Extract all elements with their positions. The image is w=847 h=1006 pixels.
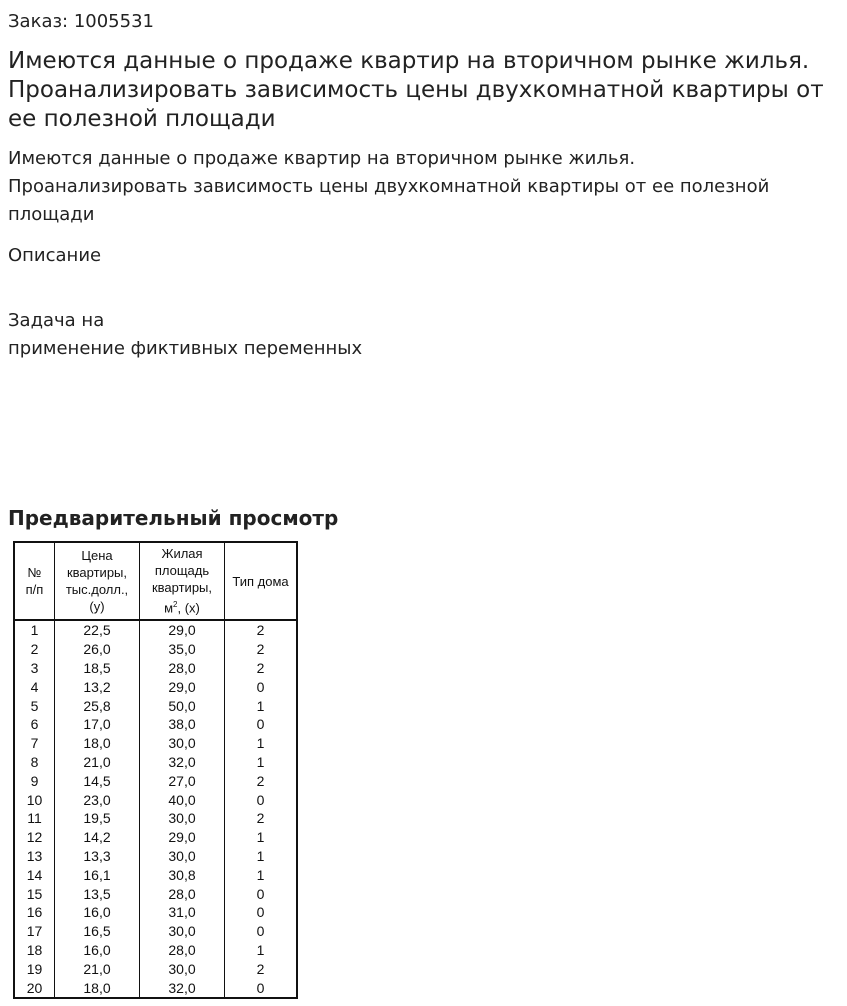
header-area-unit: м [164, 600, 174, 616]
table-row [14, 978, 297, 998]
cell-num: 9 [14, 771, 55, 790]
table-row [14, 677, 297, 696]
cell-num: 10 [14, 790, 55, 809]
cell-type: 0 [256, 791, 265, 808]
preview-image [13, 541, 298, 999]
header-area-line: площадь [154, 563, 210, 579]
table-row [14, 659, 297, 678]
cell-price: 13,2 [55, 677, 140, 696]
table-row [14, 959, 297, 978]
cell-price: 13,3 [55, 847, 140, 866]
cell-area: 29,0 [140, 677, 225, 696]
description-line-1: Имеются данные о продаже квартир на вторичном рынке жилья. [8, 148, 636, 169]
cell-type: 2 [256, 622, 265, 639]
table-row [14, 941, 297, 960]
table-row [14, 620, 297, 640]
cell-num: 1 [14, 620, 55, 640]
cell-price: 16,0 [55, 903, 140, 922]
cell-num: 18 [14, 941, 55, 960]
header-price [55, 542, 140, 620]
table-row [14, 753, 297, 772]
data-table [13, 541, 298, 999]
cell-num: 17 [14, 922, 55, 941]
description-text [8, 145, 838, 229]
cell-area: 30,8 [140, 865, 225, 884]
header-num [14, 542, 55, 620]
table-body [14, 620, 297, 998]
cell-price: 18,0 [55, 734, 140, 753]
cell-type: 1 [256, 753, 265, 770]
cell-area: 35,0 [140, 640, 225, 659]
cell-num: 5 [14, 696, 55, 715]
cell-num: 16 [14, 903, 55, 922]
page-title: Имеются данные о продаже квартир на вторичном рынке жилья. Проанализировать зависимость цены двухкомнатной квартиры от ее полезной площади [8, 48, 824, 132]
header-area-tail: , (x) [177, 600, 200, 616]
cell-num: 19 [14, 959, 55, 978]
cell-type: 0 [256, 678, 265, 695]
header-num-line: № [27, 565, 42, 580]
cell-type: 2 [256, 659, 265, 676]
cell-num: 6 [14, 715, 55, 734]
table-row [14, 790, 297, 809]
table-row [14, 922, 297, 941]
description-line-2: Проанализировать зависимость цены двухкомнатной квартиры от ее полезной [8, 176, 770, 197]
task-text [8, 307, 362, 363]
cell-price: 14,5 [55, 771, 140, 790]
cell-type: 1 [256, 697, 265, 714]
task-line-1: Задача на [8, 310, 105, 331]
cell-num: 12 [14, 828, 55, 847]
table-row [14, 865, 297, 884]
cell-area: 31,0 [140, 903, 225, 922]
cell-area: 27,0 [140, 771, 225, 790]
cell-area: 28,0 [140, 941, 225, 960]
cell-price: 21,0 [55, 753, 140, 772]
cell-type: 0 [256, 885, 265, 902]
table-row [14, 734, 297, 753]
order-number: Заказ: 1005531 [8, 11, 154, 32]
cell-area: 29,0 [140, 620, 225, 640]
cell-type: 2 [256, 960, 265, 977]
cell-num: 2 [14, 640, 55, 659]
cell-price: 25,8 [55, 696, 140, 715]
cell-type: 1 [256, 941, 265, 958]
table-row [14, 771, 297, 790]
cell-price: 16,0 [55, 941, 140, 960]
cell-type: 1 [256, 847, 265, 864]
cell-price: 13,5 [55, 884, 140, 903]
task-line-2: применение фиктивных переменных [8, 338, 363, 359]
table-row [14, 809, 297, 828]
cell-price: 19,5 [55, 809, 140, 828]
cell-price: 26,0 [55, 640, 140, 659]
cell-num: 13 [14, 847, 55, 866]
table-row [14, 884, 297, 903]
header-area-line: Жилая [161, 546, 203, 562]
cell-type: 0 [256, 923, 265, 940]
cell-area: 40,0 [140, 790, 225, 809]
cell-price: 14,2 [55, 828, 140, 847]
cell-price: 16,5 [55, 922, 140, 941]
description-label: Описание [8, 245, 102, 266]
preview-heading: Предварительный просмотр [8, 506, 339, 530]
cell-num: 20 [14, 978, 55, 998]
cell-area: 32,0 [140, 978, 225, 998]
cell-area: 30,0 [140, 922, 225, 941]
cell-price: 18,0 [55, 978, 140, 998]
table-row [14, 828, 297, 847]
table-row [14, 696, 297, 715]
cell-type: 1 [256, 866, 265, 883]
cell-price: 22,5 [55, 620, 140, 640]
cell-num: 11 [14, 809, 55, 828]
cell-price: 23,0 [55, 790, 140, 809]
header-area-line: квартиры, [151, 580, 213, 596]
cell-type: 2 [256, 810, 265, 827]
cell-area: 30,0 [140, 959, 225, 978]
cell-area: 28,0 [140, 884, 225, 903]
header-area [140, 542, 225, 620]
cell-price: 17,0 [55, 715, 140, 734]
cell-type: 0 [256, 716, 265, 733]
cell-price: 18,5 [55, 659, 140, 678]
cell-type: 0 [256, 979, 265, 996]
cell-area: 29,0 [140, 828, 225, 847]
cell-type: 2 [256, 641, 265, 658]
cell-type: 0 [256, 904, 265, 921]
table-row [14, 640, 297, 659]
cell-area: 50,0 [140, 696, 225, 715]
cell-area: 30,0 [140, 734, 225, 753]
cell-type: 1 [256, 829, 265, 846]
header-price-line: тыс.долл., [65, 582, 129, 597]
table-row [14, 847, 297, 866]
cell-type: 2 [256, 772, 265, 789]
cell-num: 14 [14, 865, 55, 884]
header-type: Тип дома [225, 542, 298, 620]
cell-area: 32,0 [140, 753, 225, 772]
header-price-line: (y) [89, 599, 105, 614]
cell-area: 30,0 [140, 809, 225, 828]
cell-area: 38,0 [140, 715, 225, 734]
cell-price: 21,0 [55, 959, 140, 978]
cell-num: 8 [14, 753, 55, 772]
cell-price: 16,1 [55, 865, 140, 884]
table-row [14, 903, 297, 922]
cell-num: 3 [14, 659, 55, 678]
cell-num: 15 [14, 884, 55, 903]
cell-type: 1 [256, 735, 265, 752]
header-num-line: п/п [25, 582, 44, 597]
cell-num: 4 [14, 677, 55, 696]
header-area-sup: 2 [173, 600, 178, 610]
cell-area: 28,0 [140, 659, 225, 678]
table-row [14, 715, 297, 734]
cell-num: 7 [14, 734, 55, 753]
header-price-line: квартиры, [66, 565, 128, 580]
header-price-line: Цена [81, 548, 113, 563]
cell-area: 30,0 [140, 847, 225, 866]
description-line-3: площади [8, 204, 95, 225]
table-header-row [14, 542, 297, 620]
